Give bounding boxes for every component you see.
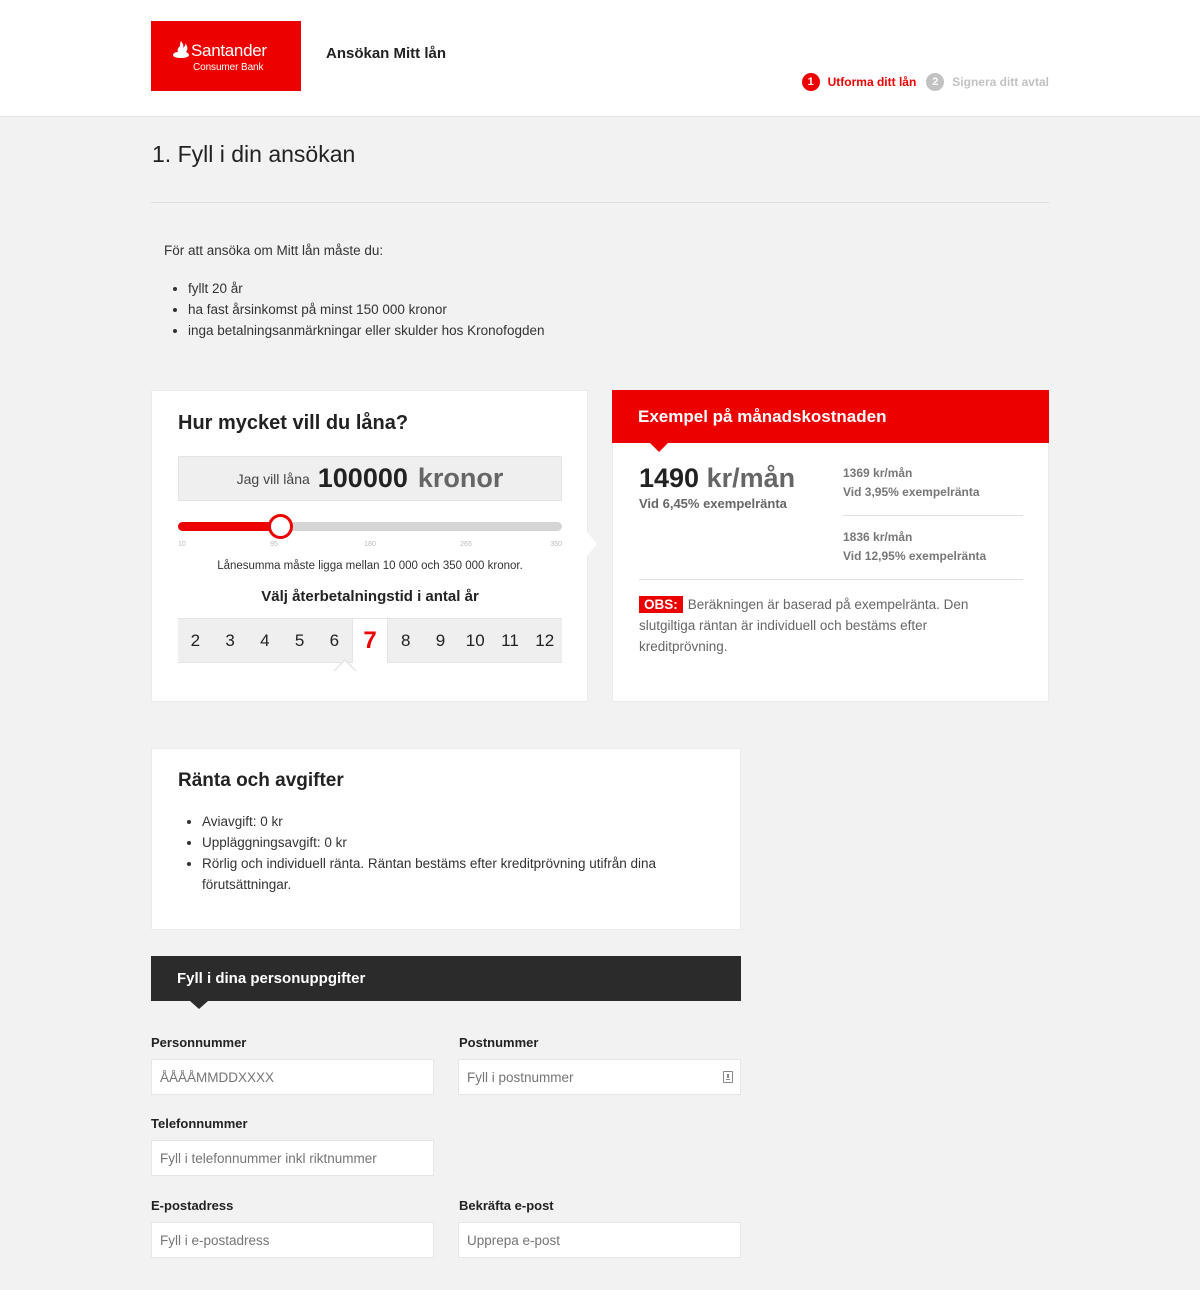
alt-divider [843,515,1023,516]
info-icon[interactable] [723,1071,733,1083]
alt-cost-low [843,464,1023,502]
loan-amount-slider[interactable] [178,519,562,533]
loan-amount-card [151,390,588,702]
requirements-list [164,278,544,341]
page-title: 1. Fyll i din ansökan [152,141,356,167]
obs-text: Beräkningen är baserad på exempelränta. Den slutgiltiga räntan är individuell och bestäms efter kreditprövning. [639,597,969,654]
repayment-years-label: Välj återbetalningstid i antal år [261,588,479,605]
slider-fill [178,522,280,531]
repayment-years-selector [178,618,562,663]
list-item: • Rörlig och individuell ränta. Räntan bestäms efter kreditprövning utifrån dina förutsättningar. [202,853,702,895]
year-option-7[interactable]: 7 [352,618,389,663]
personnummer-label: Personnummer [151,1035,247,1050]
app-title: Ansökan Mitt lån [326,45,447,62]
slider-tick-label: 10 [178,541,186,548]
list-item: • Aviavgift: 0 kr [202,811,702,832]
main-cost-unit: kr/mån [706,463,796,493]
slider-tick-label: 350 [550,541,562,548]
fees-card [151,748,741,930]
header-pointer [190,1001,208,1009]
amount-value: 100000 [317,463,408,493]
year-option-12[interactable]: 12 [527,618,562,663]
alt-cost-high [843,528,1023,566]
postnummer-input[interactable] [458,1059,741,1095]
step-sign-agreement [926,73,1049,91]
main-cost-example [639,463,795,511]
step-label: Signera ditt avtal [952,75,1049,89]
alt-cost-value: 1836 kr/mån [843,530,913,544]
requirements-intro [164,243,544,341]
fees-list [202,811,702,895]
slider-ticks [178,541,562,551]
loan-card-title: Hur mycket vill du låna? [178,412,409,434]
monthly-cost-title: Exempel på månadskostnaden [612,390,1049,443]
amount-unit: kronor [417,463,504,493]
year-option-9[interactable]: 9 [423,618,458,663]
flame-icon [173,40,189,58]
slider-hint: Lånesumma måste ligga mellan 10 000 och 350 000 kronor. [217,560,523,572]
section-divider [151,202,1049,203]
logo-sub-text: Consumer Bank [193,62,264,73]
step-number-badge: 2 [926,73,944,91]
year-option-4[interactable]: 4 [247,618,282,663]
personnummer-input[interactable] [151,1059,434,1095]
slider-thumb[interactable] [268,514,293,539]
main-cost-rate: Vid 6,45% exempelränta [639,496,787,511]
list-item: • Uppläggningsavgift: 0 kr [202,832,702,853]
year-option-3[interactable]: 3 [213,618,248,663]
telefon-label: Telefonnummer [151,1116,248,1131]
amount-label: Jag vill låna [236,470,310,487]
page-header [0,0,1200,117]
postnummer-label: Postnummer [459,1035,539,1050]
bekrafta-epost-input[interactable] [458,1222,741,1258]
step-design-loan [802,73,917,91]
bekrafta-epost-label: Bekräfta e-post [459,1198,554,1213]
list-item: • inga betalningsanmärkningar eller skulder hos Kronofogden [188,320,544,341]
telefon-input[interactable] [151,1140,434,1176]
alt-cost-value: 1369 kr/mån [843,466,913,480]
main-cost-value: 1490 [639,463,700,493]
main-cost-price [639,463,795,494]
header-pointer [650,443,668,452]
alt-cost-rate: Vid 3,95% exempelränta [843,485,980,499]
obs-tag: OBS: [639,596,683,613]
year-option-10[interactable]: 10 [458,618,493,663]
step-label: Utforma ditt lån [827,75,917,89]
year-option-8[interactable]: 8 [388,618,423,663]
slider-tick-label: 180 [364,541,376,548]
year-option-11[interactable]: 11 [493,618,528,663]
card-connector-arrow [587,532,597,556]
slider-tick-label: 95 [270,541,278,548]
slider-tick-label: 265 [460,541,472,548]
monthly-cost-card [612,390,1049,702]
epost-label: E-postadress [151,1198,234,1213]
loan-amount-display[interactable] [178,456,562,501]
step-number-badge: 1 [802,73,820,91]
logo-brand-text: Santander [191,41,267,60]
year-option-2[interactable]: 2 [178,618,213,663]
list-item: • ha fast årsinkomst på minst 150 000 kronor [188,299,544,320]
obs-divider [639,579,1023,580]
year-option-6[interactable]: 6 [317,618,352,663]
epost-input[interactable] [151,1222,434,1258]
requirements-lead: För att ansöka om Mitt lån måste du: [164,243,384,258]
santander-logo[interactable] [151,21,301,91]
alt-cost-rate: Vid 12,95% exempelränta [843,549,987,563]
selected-year-pointer [333,659,357,671]
progress-steps [802,73,1049,91]
list-item: • fyllt 20 år [188,278,544,299]
year-option-5[interactable]: 5 [282,618,317,663]
obs-notice [639,594,1009,657]
personal-details-header: Fyll i dina personuppgifter [151,956,741,1001]
fees-title: Ränta och avgifter [178,770,344,791]
